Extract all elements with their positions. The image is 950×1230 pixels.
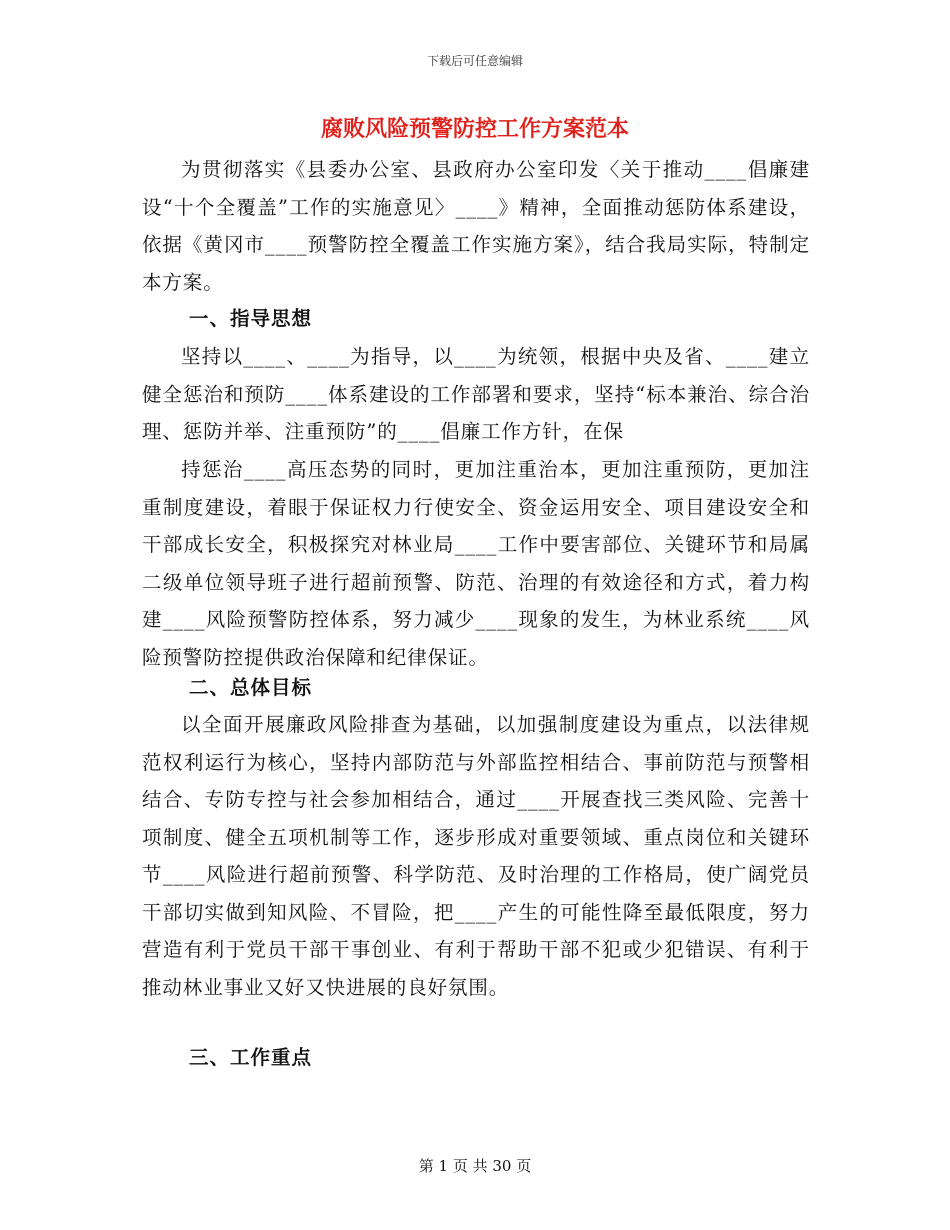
page-header-note: 下载后可任意编辑: [426, 54, 523, 68]
intro-paragraph: 为贯彻落实《县委办公室、县政府办公室印发〈关于推动____倡廉建设“十个全覆盖”工作的实施意见〉____》精神，全面推动惩防体系建设，依据《黄冈市____预警防控全覆盖工作实施方案》，结合我局实际，特制定本方案。: [142, 158, 810, 294]
section-heading-work-focus: 三、工作重点: [189, 1046, 313, 1069]
document-title: 腐败风险预警防控工作方案范本: [320, 116, 629, 142]
section-heading-guiding-ideology: 一、指导思想: [189, 307, 313, 330]
guiding-ideology-paragraph-2: 持惩治____高压态势的同时，更加注重治本，更加注重预防，更加注重制度建设，着眼于保证权力行使安全、资金运用安全、项目建设安全和干部成长安全，积极探究对林业局____工作中要害部位、关键环节和局属二级单位领导班子进行超前预警、防范、治理的有效途径和方式，着力构建____风险预警防控体系，努力减少____现象的发生，为林业系统____风险预警防控提供政治保障和纪律保证。: [142, 458, 810, 669]
page-number-footer: 第 1 页 共 30 页: [418, 1157, 532, 1175]
overall-goal-paragraph: 以全面开展廉政风险排查为基础，以加强制度建设为重点，以法律规范权利运行为核心，坚持内部防范与外部监控相结合、事前防范与预警相结合、专防专控与社会参加相结合，通过____开展查找三类风险、完善十项制度、健全五项机制等工作，逐步形成对重要领域、重点岗位和关键环节____风险进行超前预警、科学防范、及时治理的工作格局，使广阔党员干部切实做到知风险、不冒险，把____产生的可能性降至最低限度，努力营造有利于党员干部干事创业、有利于帮助干部不犯或少犯错误、有利于推动林业事业又好又快进展的良好氛围。: [142, 713, 810, 999]
section-heading-overall-goal: 二、总体目标: [189, 676, 313, 699]
guiding-ideology-paragraph-1: 坚持以____、____为指导，以____为统领，根据中央及省、____建立健全惩治和预防____体系建设的工作部署和要求，坚持“标本兼治、综合治理、惩防并举、注重预防”的____倡廉工作方针，在保: [142, 345, 810, 443]
